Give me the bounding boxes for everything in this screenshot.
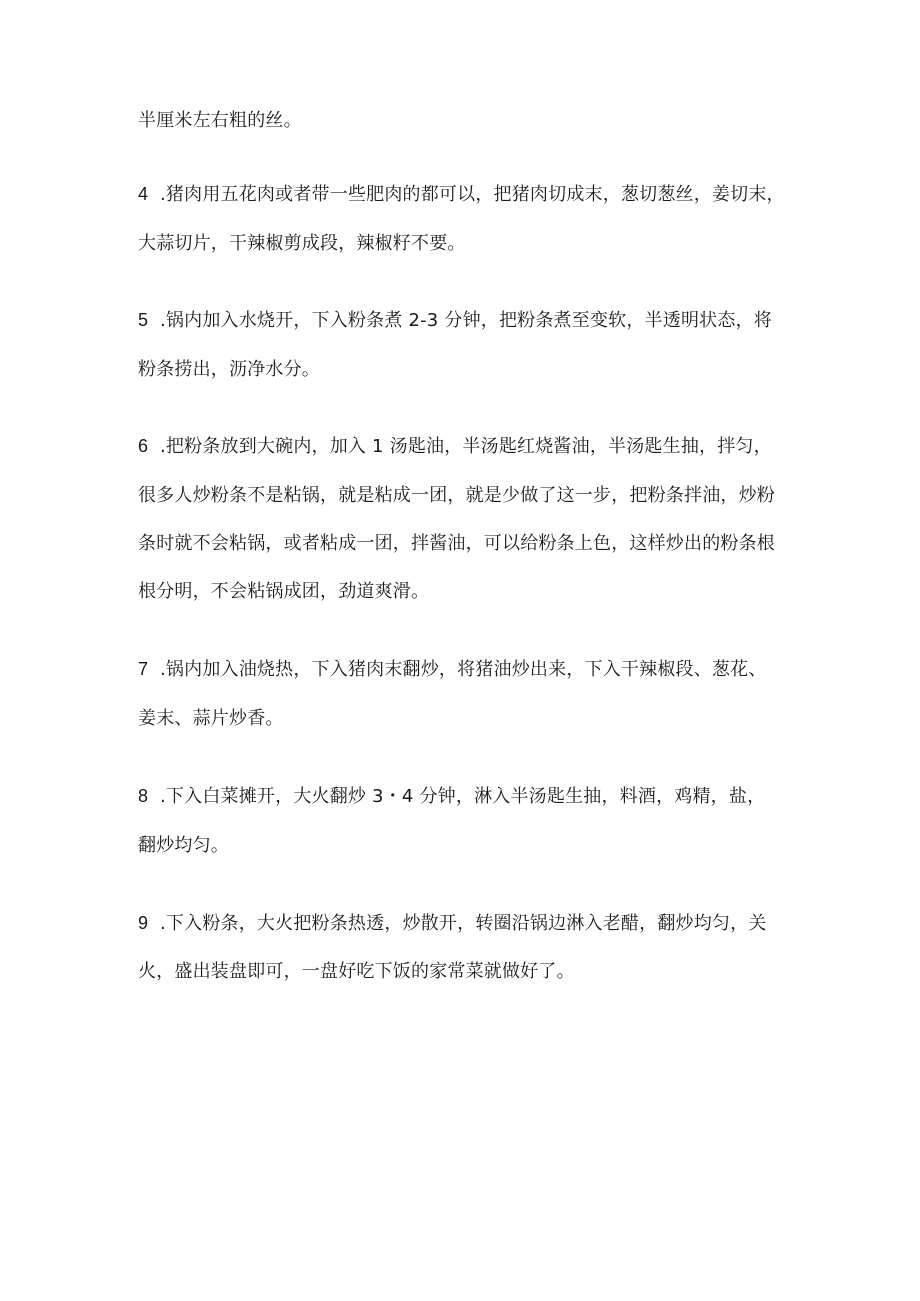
step-8-line-2: 翻炒均匀。 xyxy=(138,835,229,856)
step-text: .把粉条放到大碗内，加入 1 汤匙油，半汤匙红烧酱油，半汤匙生抽，拌匀， xyxy=(160,436,772,457)
step-6-line-4: 根分明，不会粘锅成团，劲道爽滑。 xyxy=(138,581,430,602)
step-5-line-2: 粉条捞出，沥净水分。 xyxy=(138,359,320,380)
step-7-line-2: 姜末、蒜片炒香。 xyxy=(138,708,284,729)
step-text: .猪肉用五花肉或者带一些肥肉的都可以，把猪肉切成末，葱切葱丝，姜切末， xyxy=(160,184,785,205)
step-8-line-1 xyxy=(138,784,765,809)
step-text: .锅内加入水烧开，下入粉条煮 2-3 分钟，把粉条煮至变软，半透明状态，将 xyxy=(160,310,772,331)
step-text: .下入白菜摊开，大火翻炒 3・4 分钟，淋入半汤匙生抽，料酒，鸡精，盐， xyxy=(160,786,766,807)
step-6-line-3: 条时就不会粘锅，或者粘成一团，拌酱油，可以给粉条上色，这样炒出的粉条根 xyxy=(138,533,775,554)
step-number: 7 xyxy=(138,659,149,679)
step-7-line-1 xyxy=(138,657,767,682)
step-text: .下入粉条，大火把粉条热透，炒散开，转圈沿锅边淋入老醋，翻炒均匀，关 xyxy=(160,913,767,934)
step-6-line-2: 很多人炒粉条不是粘锅，就是粘成一团，就是少做了这一步，把粉条拌油，炒粉 xyxy=(138,485,775,506)
step-9-line-2: 火，盛出装盘即可，一盘好吃下饭的家常菜就做好了。 xyxy=(138,961,575,982)
step-6-line-1 xyxy=(138,434,772,459)
step-4-line-1 xyxy=(138,182,785,207)
step-number: 4 xyxy=(138,184,149,204)
step-number: 5 xyxy=(138,310,149,330)
intro-tail-line: 半厘米左右粗的丝。 xyxy=(138,110,302,131)
step-number: 9 xyxy=(138,913,149,933)
step-4-line-2: 大蒜切片，干辣椒剪成段，辣椒籽不要。 xyxy=(138,233,466,254)
step-number: 6 xyxy=(138,436,149,456)
step-9-line-1 xyxy=(138,911,767,936)
step-number: 8 xyxy=(138,786,149,806)
step-5-line-1 xyxy=(138,308,772,333)
step-text: .锅内加入油烧热，下入猪肉末翻炒，将猪油炒出来，下入干辣椒段、葱花、 xyxy=(160,659,767,680)
